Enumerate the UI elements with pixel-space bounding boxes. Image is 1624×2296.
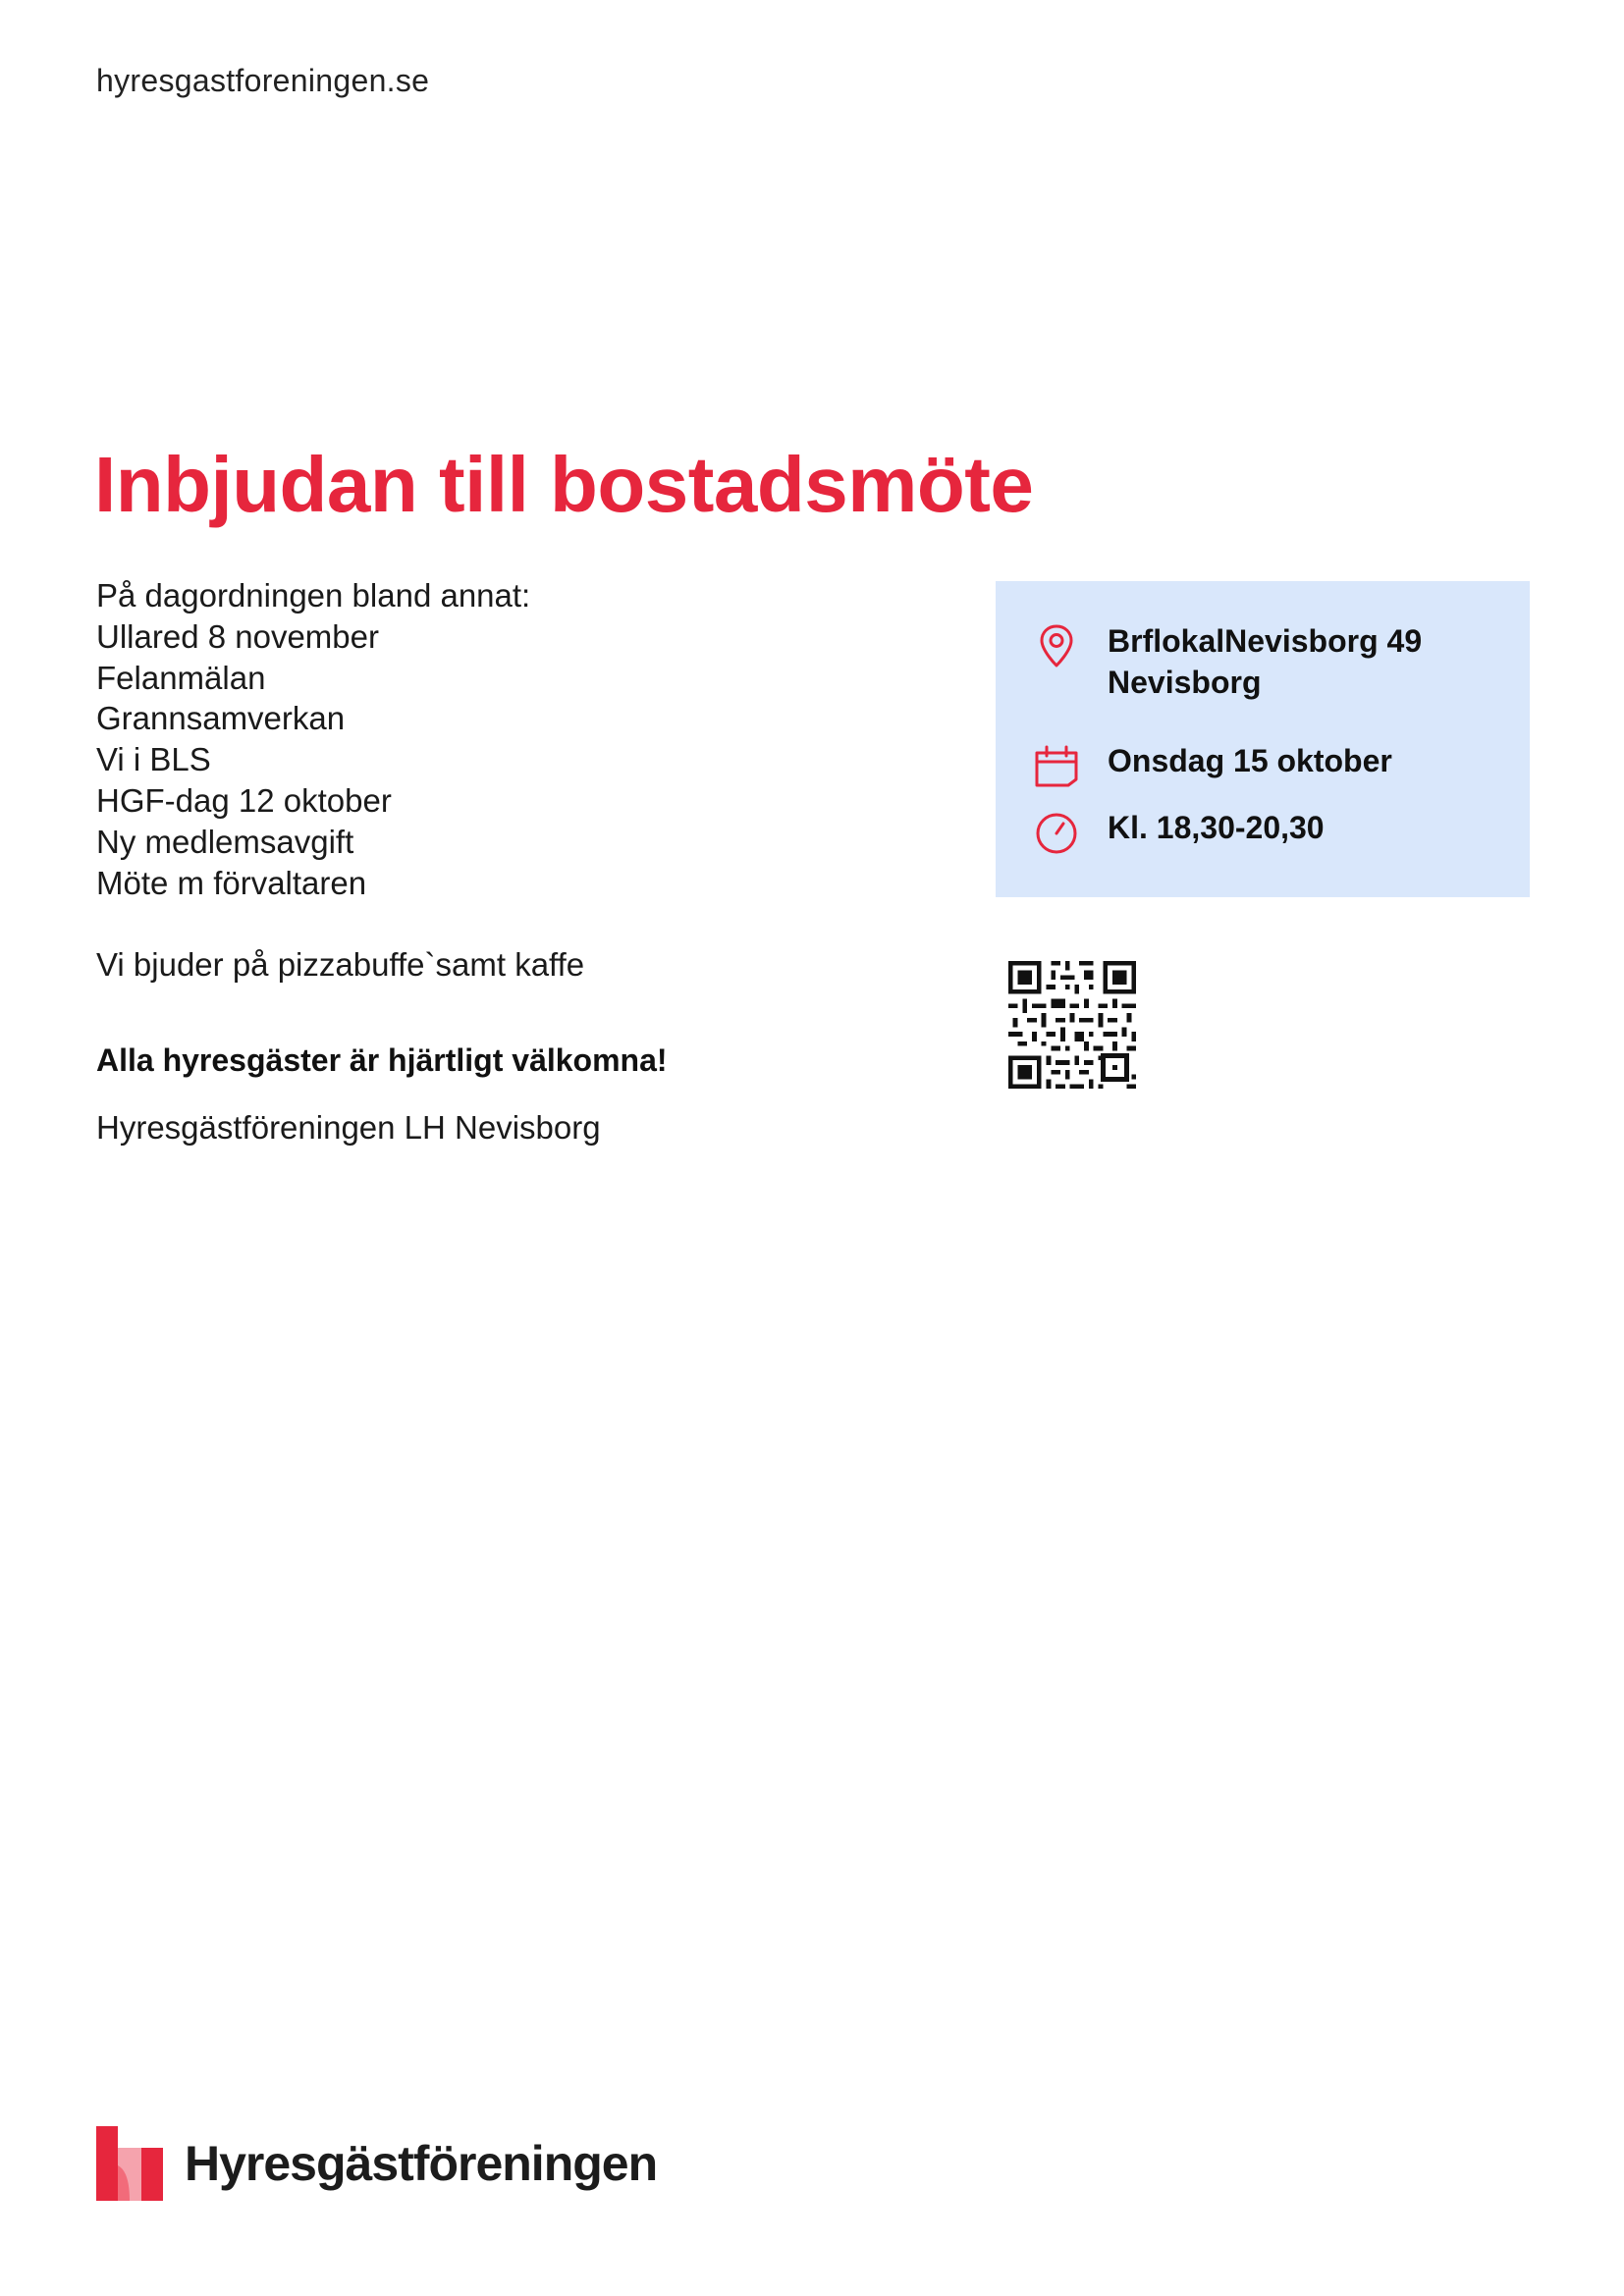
agenda-item: HGF-dag 12 oktober <box>96 781 392 819</box>
agenda-intro: På dagordningen bland annat: <box>96 577 531 614</box>
clock-icon <box>1031 807 1082 858</box>
offer-text: Vi bjuder på pizzabuffe`samt kaffe <box>96 946 585 983</box>
event-time: Kl. 18,30-20,30 <box>1108 810 1325 845</box>
location-line-1: BrflokalNevisborg 49 <box>1108 623 1423 659</box>
location-row <box>1031 620 1422 703</box>
agenda-item: Grannsamverkan <box>96 700 346 737</box>
agenda-item: Felanmälan <box>96 659 266 696</box>
page-title: Inbjudan till bostadsmöte <box>94 441 1034 528</box>
event-info-box <box>996 581 1530 897</box>
event-date: Onsdag 15 oktober <box>1108 743 1392 778</box>
qr-code[interactable] <box>1003 956 1141 1094</box>
organization-logo <box>96 2126 657 2201</box>
signature: Hyresgästföreningen LH Nevisborg <box>96 1109 601 1146</box>
agenda-item: Vi i BLS <box>96 741 211 778</box>
site-url: hyresgastforeningen.se <box>96 63 430 98</box>
logo-h-icon <box>96 2126 163 2201</box>
agenda-item: Ullared 8 november <box>96 617 379 655</box>
welcome-text: Alla hyresgäster är hjärtligt välkomna! <box>96 1042 668 1078</box>
agenda <box>96 575 960 903</box>
agenda-item: Möte m förvaltaren <box>96 864 367 901</box>
agenda-item: Ny medlemsavgift <box>96 823 354 860</box>
date-row <box>1031 740 1392 791</box>
time-row <box>1031 807 1325 858</box>
location-pin-icon <box>1031 620 1082 671</box>
calendar-icon <box>1031 740 1082 791</box>
logo-text: Hyresgästföreningen <box>185 2136 658 2191</box>
location-line-2: Nevisborg <box>1108 665 1262 700</box>
